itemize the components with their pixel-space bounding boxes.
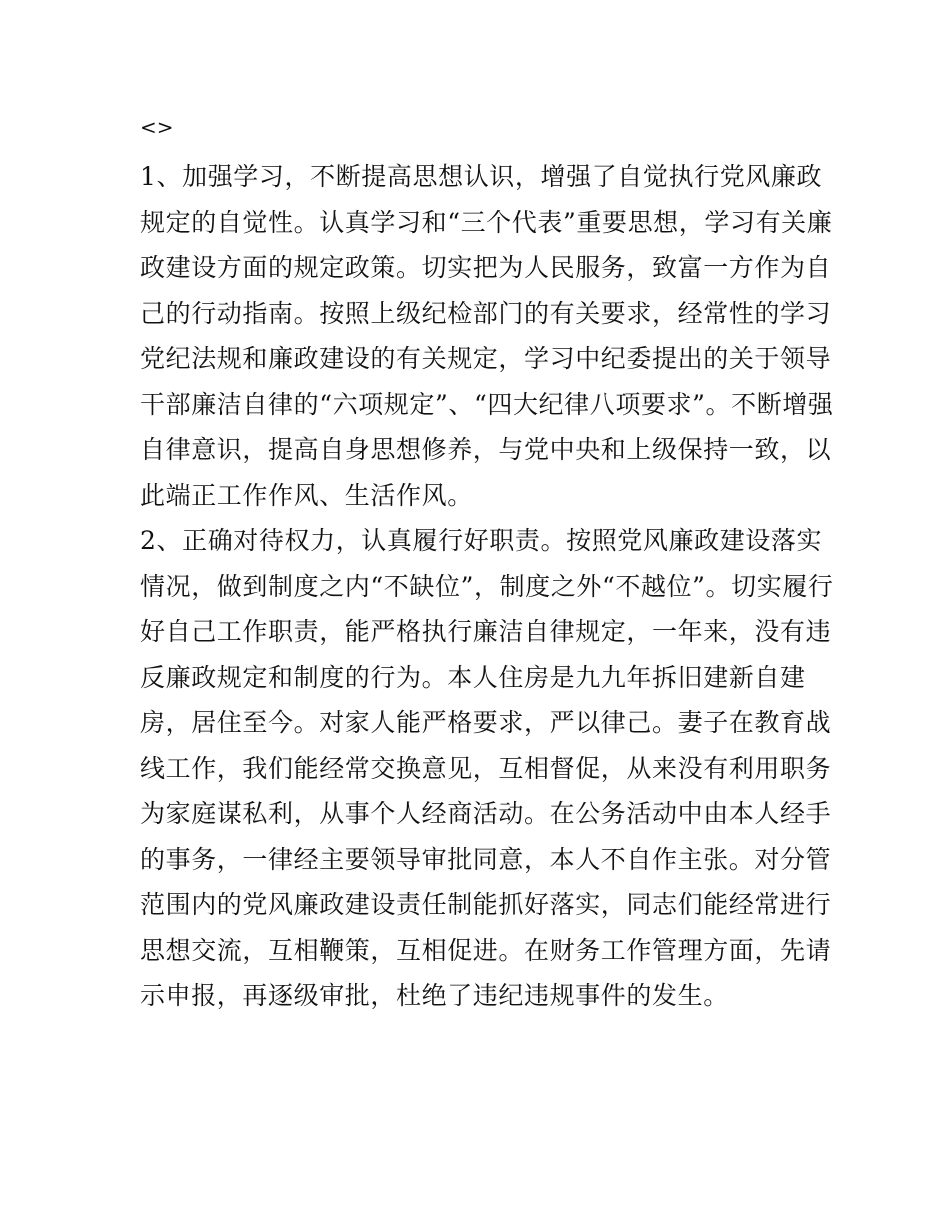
text-line: 示申报，再逐级审批，杜绝了违纪违规事件的发生。 [140,981,729,1010]
text-line: 情况，做到制度之内“不缺位”，制度之外“不越位”。切实履行 [140,571,834,601]
text-line: 1、加强学习，不断提高思想认识，增强了自觉执行党风廉政 [140,162,823,191]
document-body [140,154,834,1019]
placeholder-marker: <> [140,115,174,139]
text-line: 2、正确对待权力，认真履行好职责。按照党风廉政建设落实 [140,526,823,555]
text-line: 范围内的党风廉政建设责任制能抓好落实，同志们能经常进行 [140,890,832,919]
text-line: 规定的自觉性。认真学习和“三个代表”重要思想，学习有关廉 [140,207,833,237]
text-line: 自律意识，提高自身思想修养，与党中央和上级保持一致，以 [140,435,832,464]
paragraph-2 [140,518,834,1019]
text-line: 干部廉洁自律的“六项规定”、“四大纪律八项要求”。不断增强 [140,389,834,419]
text-line: 反廉政规定和制度的行为。本人住房是九九年拆旧建新自建 [140,662,806,692]
text-line: 为家庭谋私利，从事个人经商活动。在公务活动中由本人经手 [140,799,832,828]
text-line: 此端正工作作风、生活作风。 [140,480,473,510]
text-line: 线工作，我们能经常交换意见，互相督促，从来没有利用职务 [140,753,832,783]
text-line: 的事务，一律经主要领导审批同意，本人不自作主张。对分管 [140,844,832,874]
text-line: 政建设方面的规定政策。切实把为人民服务，致富一方作为自 [140,253,832,282]
text-line: 己的行动指南。按照上级纪检部门的有关要求，经常性的学习 [140,298,832,328]
text-line: 思想交流，互相鞭策，互相促进。在财务工作管理方面，先请 [140,935,832,965]
text-line: 党纪法规和廉政建设的有关规定，学习中纪委提出的关于领导 [140,344,832,373]
text-line: 好自己工作职责，能严格执行廉洁自律规定，一年来，没有违 [140,617,832,646]
paragraph-1 [140,154,834,518]
text-line: 房，居住至今。对家人能严格要求，严以律己。妻子在教育战 [140,708,832,737]
